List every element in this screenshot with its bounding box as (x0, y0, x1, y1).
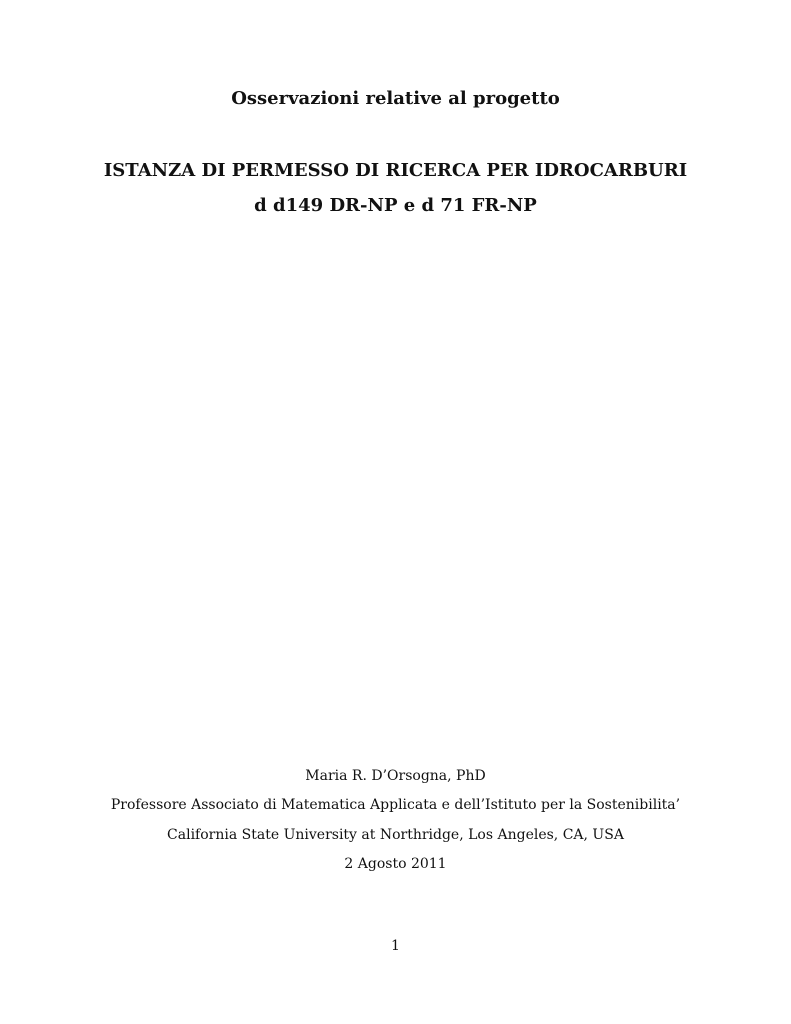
author-name: Maria R. D’Orsogna, PhD (305, 768, 486, 784)
permit-codes: d d149 DR-NP e d 71 FR-NP (254, 195, 537, 216)
document-date: 2 Agosto 2011 (344, 856, 447, 872)
page-number: 1 (391, 938, 400, 954)
author-affiliation: Professore Associato di Matematica Applicata e dell’Istituto per la Sostenibilita’ (110, 797, 681, 813)
document-subtitle: Osservazioni relative al progetto (231, 88, 560, 109)
document-title: ISTANZA DI PERMESSO DI RICERCA PER IDROCARBURI (103, 160, 688, 181)
university-location: California State University at Northridge, Los Angeles, CA, USA (167, 827, 624, 843)
